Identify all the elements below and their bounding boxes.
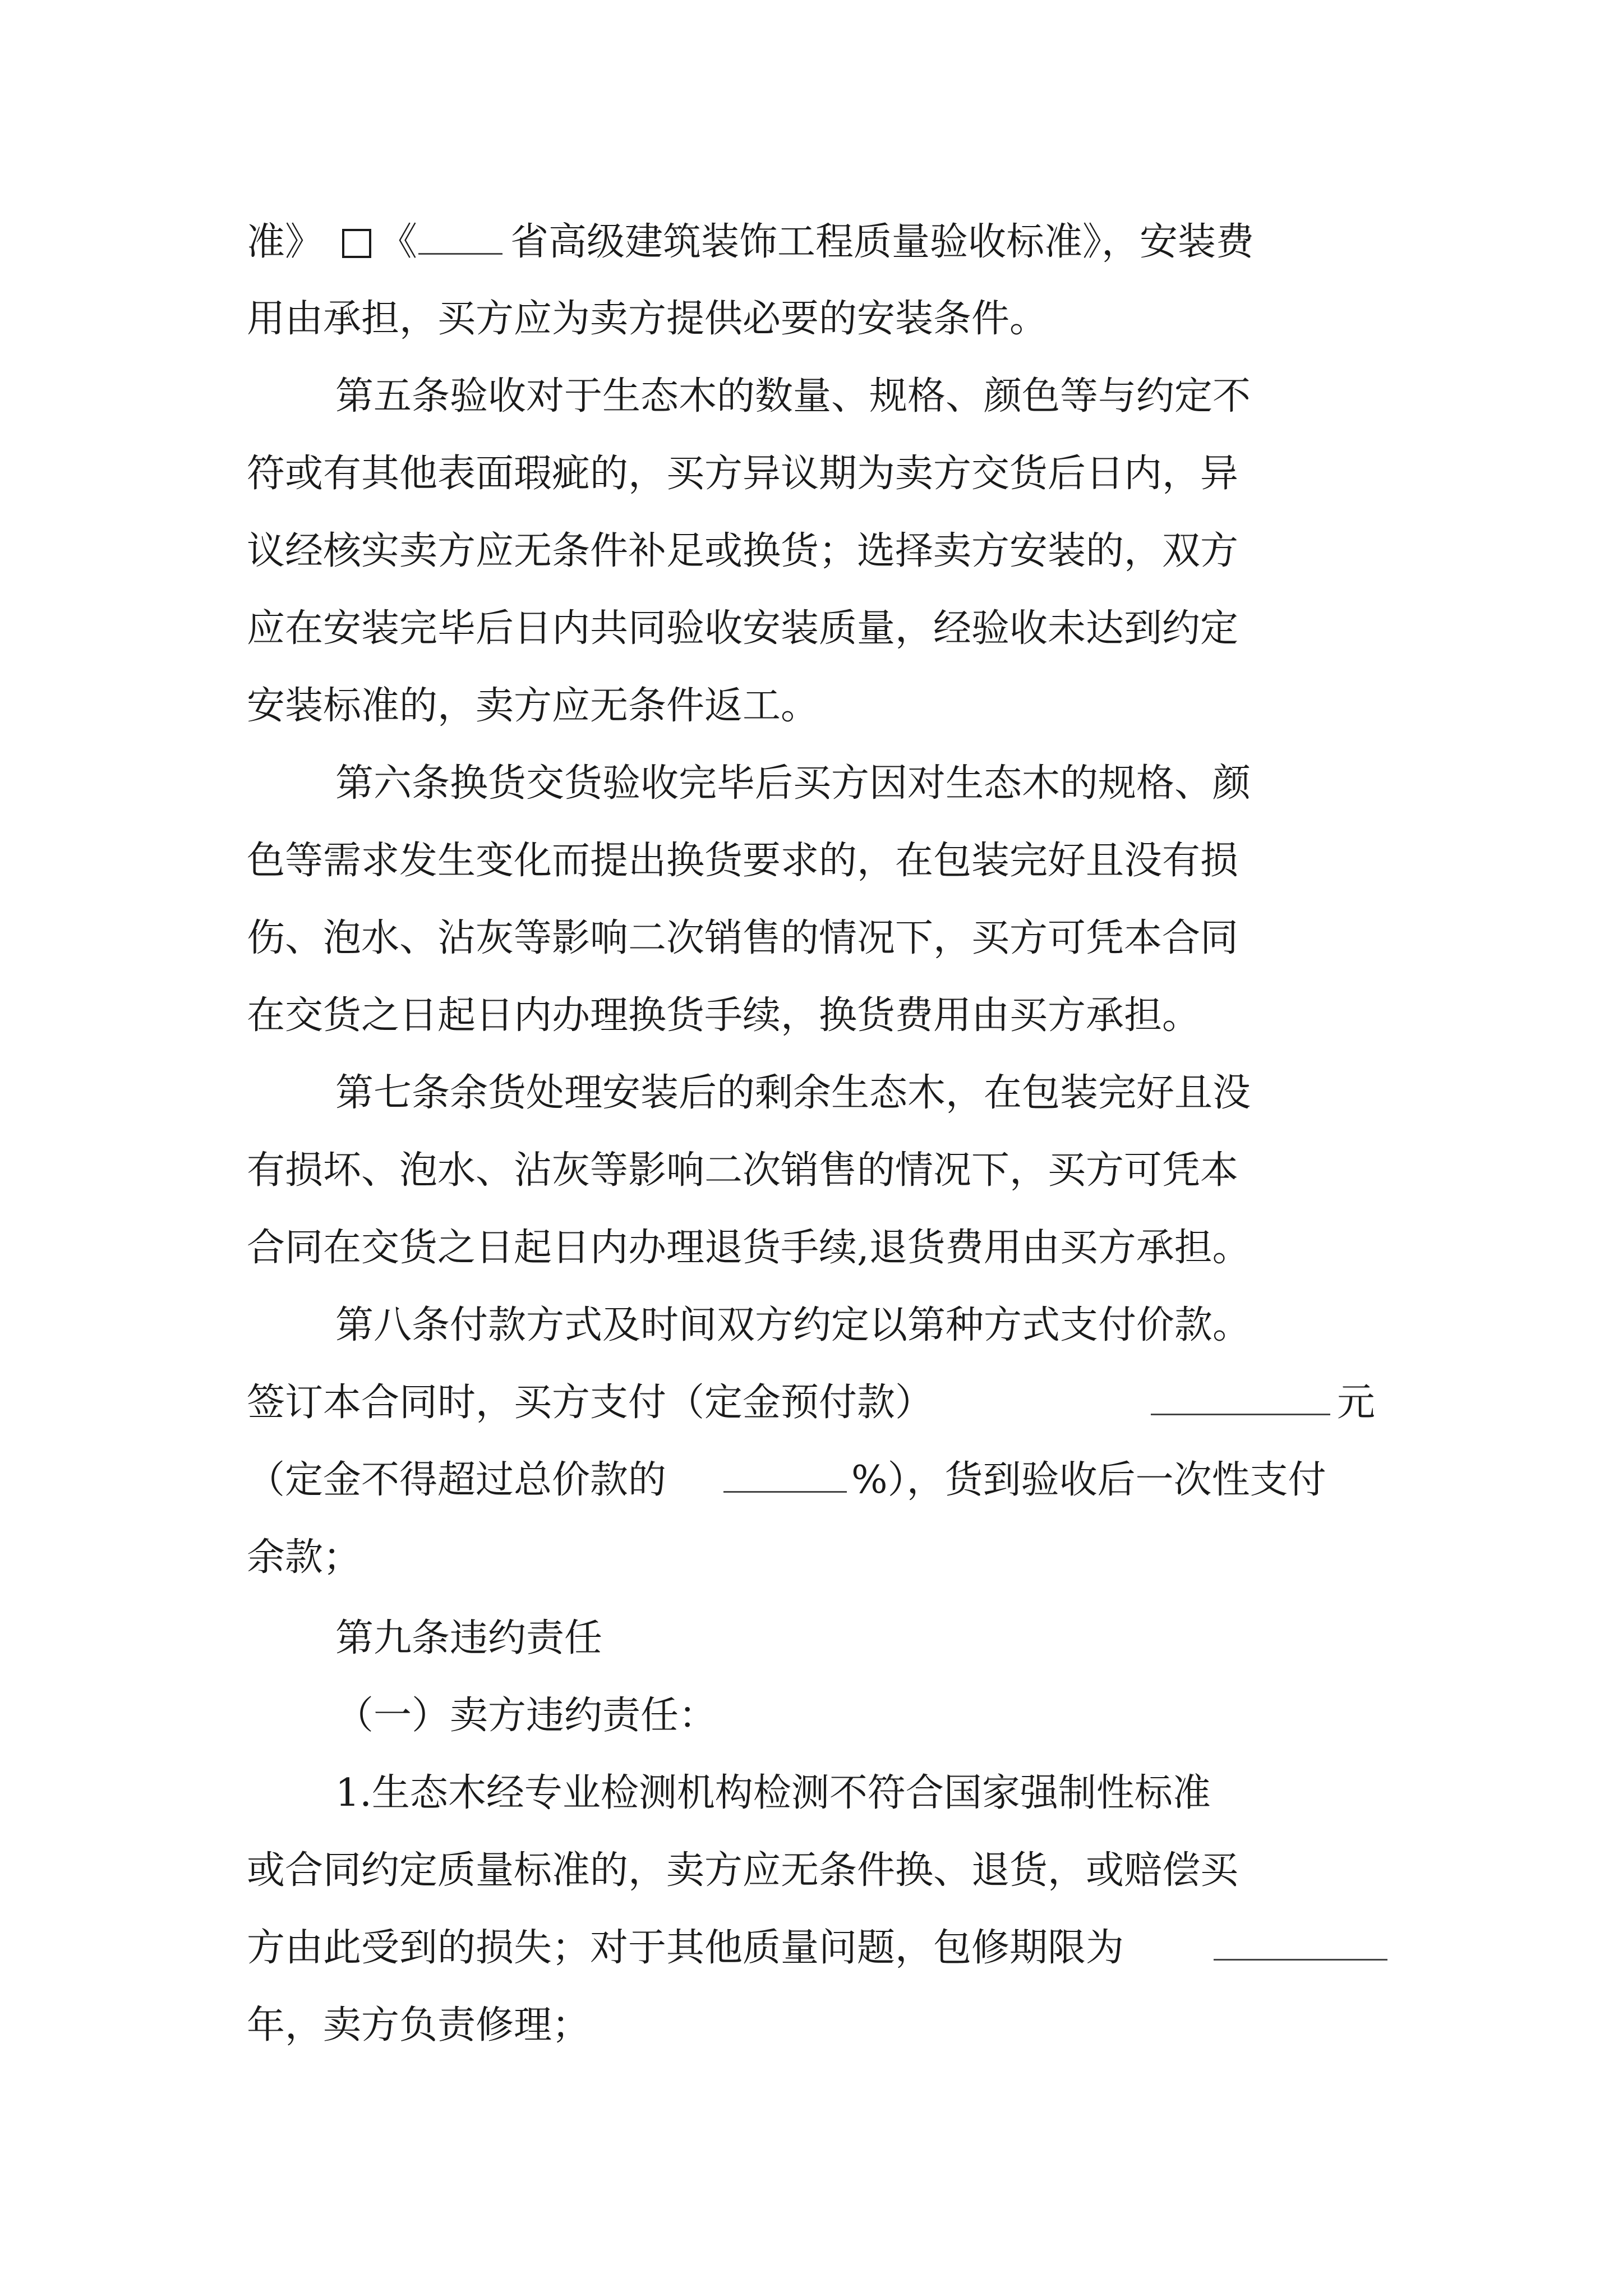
text-line-17	[0, 1450, 1623, 1511]
text-segment: 第六条换货交货验收完毕后买方因对生态木的规格、颜	[335, 761, 1251, 806]
text-line-1	[0, 211, 1623, 273]
text-line-10	[0, 908, 1623, 969]
text-line-18	[0, 1527, 1623, 1589]
text-line-19	[0, 1608, 1623, 1669]
text-segment: 符或有其他表面瑕疵的，买方异议期为卖方交货后日内，异	[247, 452, 1239, 496]
text-line-23	[0, 1917, 1623, 1979]
text-line-15	[0, 1295, 1623, 1356]
text-line-5	[0, 521, 1623, 582]
text-segment: 年，卖方负责修理；	[247, 2003, 591, 2047]
text-segment: 省高级建筑装饰工程质量验收标准》，安装费	[510, 220, 1255, 264]
text-line-8	[0, 753, 1623, 815]
text-line-3	[0, 366, 1623, 427]
text-segment: 第八条付款方式及时间双方约定以第种方式支付价款。	[335, 1303, 1251, 1347]
text-segment: 有损坏、泡水、沾灰等影响二次销售的情况下，买方可凭本	[247, 1148, 1239, 1193]
text-segment: （定金不得超过总价款的	[247, 1458, 667, 1502]
text-line-9	[0, 830, 1623, 892]
text-segment: 第七条余货处理安装后的剩余生态木，在包装完好且没	[335, 1071, 1251, 1115]
text-segment: 伤、泡水、沾灰等影响二次销售的情况下，买方可凭本合同	[247, 916, 1239, 960]
text-line-22	[0, 1840, 1623, 1902]
checkbox-icon	[339, 211, 375, 273]
fill-blank	[1214, 1917, 1387, 1979]
text-line-12	[0, 1062, 1623, 1124]
fill-blank	[1151, 1372, 1330, 1434]
text-line-24	[0, 1995, 1623, 2056]
text-line-21	[0, 1763, 1623, 1824]
text-segment: 安装标准的，卖方应无条件返工。	[247, 684, 819, 728]
text-segment: 第五条验收对于生态木的数量、规格、颜色等与约定不	[335, 374, 1251, 418]
text-line-14	[0, 1217, 1623, 1279]
text-segment: 应在安装完毕后日内共同验收安装质量，经验收未达到约定	[247, 606, 1239, 651]
text-segment: 签订本合同时，买方支付（定金预付款）	[247, 1381, 934, 1425]
text-segment: 议经核实卖方应无条件补足或换货；选择卖方安装的，双方	[247, 529, 1239, 573]
text-line-7	[0, 675, 1623, 737]
fill-blank	[418, 211, 502, 273]
fill-blank	[723, 1450, 847, 1511]
text-segment: 方由此受到的损失；对于其他质量问题，包修期限为	[247, 1926, 1124, 1970]
text-line-6	[0, 598, 1623, 660]
text-line-16	[0, 1372, 1623, 1434]
text-segment: 余款；	[247, 1535, 362, 1580]
text-line-4	[0, 443, 1623, 505]
text-segment: 准》	[247, 220, 324, 264]
text-line-11	[0, 985, 1623, 1047]
text-segment: 在交货之日起日内办理换货手续，换货费用由买方承担。	[247, 993, 1201, 1038]
section-heading: 第九条违约责任	[335, 1616, 603, 1660]
text-segment: 色等需求发生变化而提出换货要求的，在包装完好且没有损	[247, 839, 1239, 883]
subsection-heading: （一）卖方违约责任：	[335, 1694, 717, 1738]
text-line-13	[0, 1140, 1623, 1202]
text-segment: 1.生态木经专业检测机构检测不符合国家强制性标准	[335, 1771, 1211, 1815]
text-segment: 或合同约定质量标准的，卖方应无条件换、退货，或赔偿买	[247, 1848, 1239, 1893]
text-segment: %），货到验收后一次性支付	[851, 1458, 1326, 1502]
text-segment: 《	[379, 220, 418, 264]
text-segment: 元	[1337, 1381, 1376, 1425]
text-line-2	[0, 288, 1623, 350]
text-segment: 合同在交货之日起日内办理退货手续,退货费用由买方承担。	[247, 1226, 1251, 1270]
text-line-20	[0, 1685, 1623, 1747]
text-segment: 用由承担，买方应为卖方提供必要的安装条件。	[247, 297, 1048, 341]
